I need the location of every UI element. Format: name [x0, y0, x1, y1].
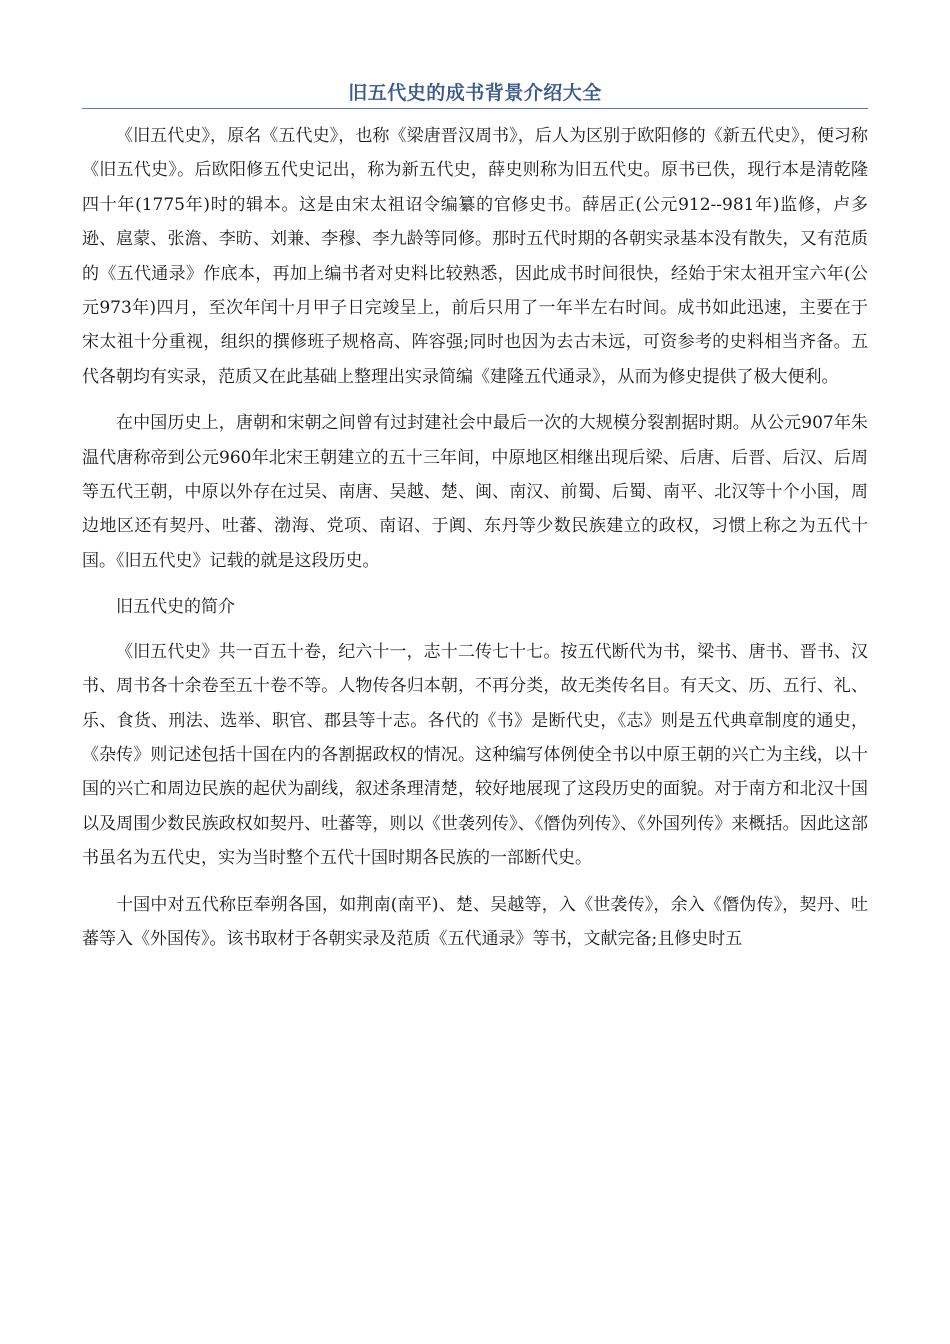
document-page: [82, 80, 868, 968]
document-title: 旧五代史的成书背景介绍大全: [82, 80, 868, 109]
section-heading-introduction: 旧五代史的简介: [116, 597, 235, 618]
paragraph-origin: 《旧五代史》，原名《五代史》，也称《梁唐晋汉周书》，后人为区别于欧阳修的《新五代史》，便习称《旧五代史》。后欧阳修五代史记出，称为新五代史，薛史则称为旧五代史。原书已佚，现行本是清乾隆四十年(1775年)时的辑本。这是由宋太祖诏令编纂的官修史书。薛居正(公元912--981年)监修，卢多逊、扈蒙、张澹、李昉、刘兼、李穆、李九龄等同修。那时五代时期的各朝实录基本没有散失，又有范质的《五代通录》作底本，再加上编书者对史料比较熟悉，因此成书时间很快，经始于宋太祖开宝六年(公元973年)四月，至次年闰十月甲子日完竣呈上，前后只用了一年半左右时间。成书如此迅速，主要在于宋太祖十分重视，组织的撰修班子规格高、阵容强;同时也因为去古未远，可资参考的史料相当齐备。五代各朝均有实录，范质又在此基础上整理出实录简编《建隆五代通录》，从而为修史提供了极大便利。: [82, 126, 868, 387]
paragraph-history: 在中国历史上，唐朝和宋朝之间曾有过封建社会中最后一次的大规模分裂割据时期。从公元907年朱温代唐称帝到公元960年北宋王朝建立的五十三年间，中原地区相继出现后梁、后唐、后晋、后汉、后周等五代王朝，中原以外存在过吴、南唐、吴越、楚、闽、南汉、前蜀、后蜀、南平、北汉等十个小国，周边地区还有契丹、吐蕃、渤海、党项、南诏、于阗、东丹等少数民族建立的政权，习惯上称之为五代十国。《旧五代史》记载的就是这段历史。: [82, 413, 868, 571]
paragraph-structure: 《旧五代史》共一百五十卷，纪六十一，志十二传七十七。按五代断代为书，梁书、唐书、晋书、汉书、周书各十余卷至五十卷不等。人物传各归本朝，不再分类，故无类传名目。有天文、历、五行、礼、乐、食货、刑法、选举、职官、郡县等十志。各代的《书》是断代史，《志》则是五代典章制度的通史，《杂传》则记述包括十国在内的各割据政权的情况。这种编写体例使全书以中原王朝的兴亡为主线，以十国的兴亡和周边民族的起伏为副线，叙述条理清楚，较好地展现了这段历史的面貌。对于南方和北汉十国以及周围少数民族政权如契丹、吐蕃等，则以《世袭列传》、《僭伪列传》、《外国列传》来概括。因此这部书虽名为五代史，实为当时整个五代十国时期各民族的一部断代史。: [82, 641, 868, 869]
paragraph-sources: 十国中对五代称臣奉朔各国，如荆南(南平)、楚、吴越等，入《世袭传》，余入《僭伪传》，契丹、吐蕃等入《外国传》。该书取材于各朝实录及范质《五代通录》等书，文献完备;且修史时五: [82, 894, 868, 949]
